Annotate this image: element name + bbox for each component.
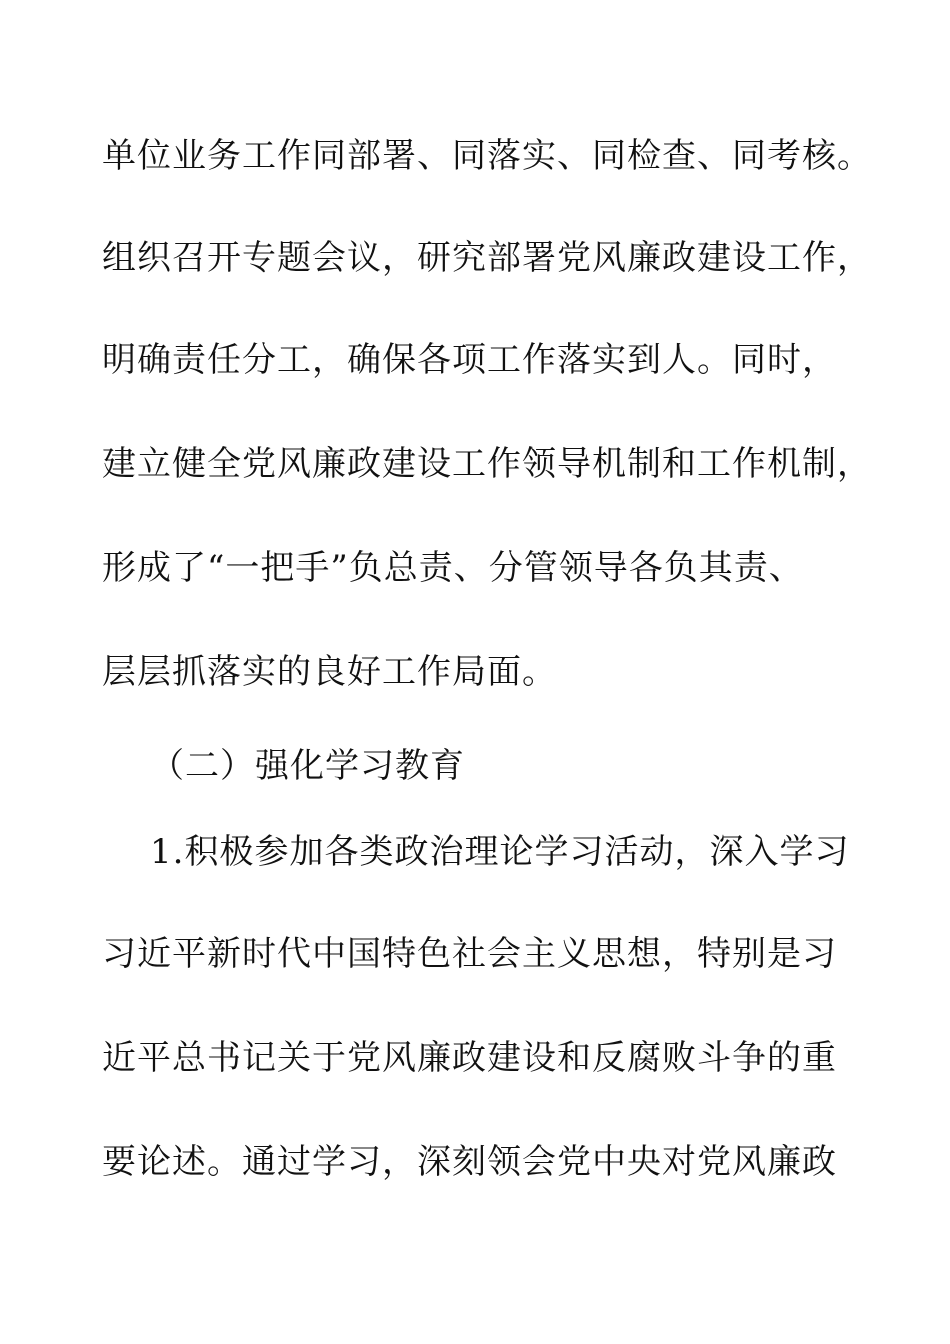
paragraph-line-3: 明确责任分工，确保各项工作落实到人。同时， [102,340,837,380]
item-line-2: 习近平新时代中国特色社会主义思想，特别是习 [102,934,837,974]
paragraph-line-4: 建立健全党风廉政建设工作领导机制和工作机制， [102,444,872,484]
item-line-3: 近平总书记关于党风廉政建设和反腐败斗争的重 [102,1038,837,1078]
item-line-4: 要论述。通过学习，深刻领会党中央对党风廉政 [102,1142,837,1182]
paragraph-line-5: 形成了“一把手”负总责、分管领导各负其责、 [102,548,804,588]
paragraph-line-6: 层层抓落实的良好工作局面。 [102,652,557,692]
section-heading: （二）强化学习教育 [150,746,465,786]
paragraph-line-2: 组织召开专题会议，研究部署党风廉政建设工作， [102,238,872,278]
paragraph-line-1: 单位业务工作同部署、同落实、同检查、同考核。 [102,136,872,176]
item-line-1: 1.积极参加各类政治理论学习活动，深入学习 [150,832,850,872]
